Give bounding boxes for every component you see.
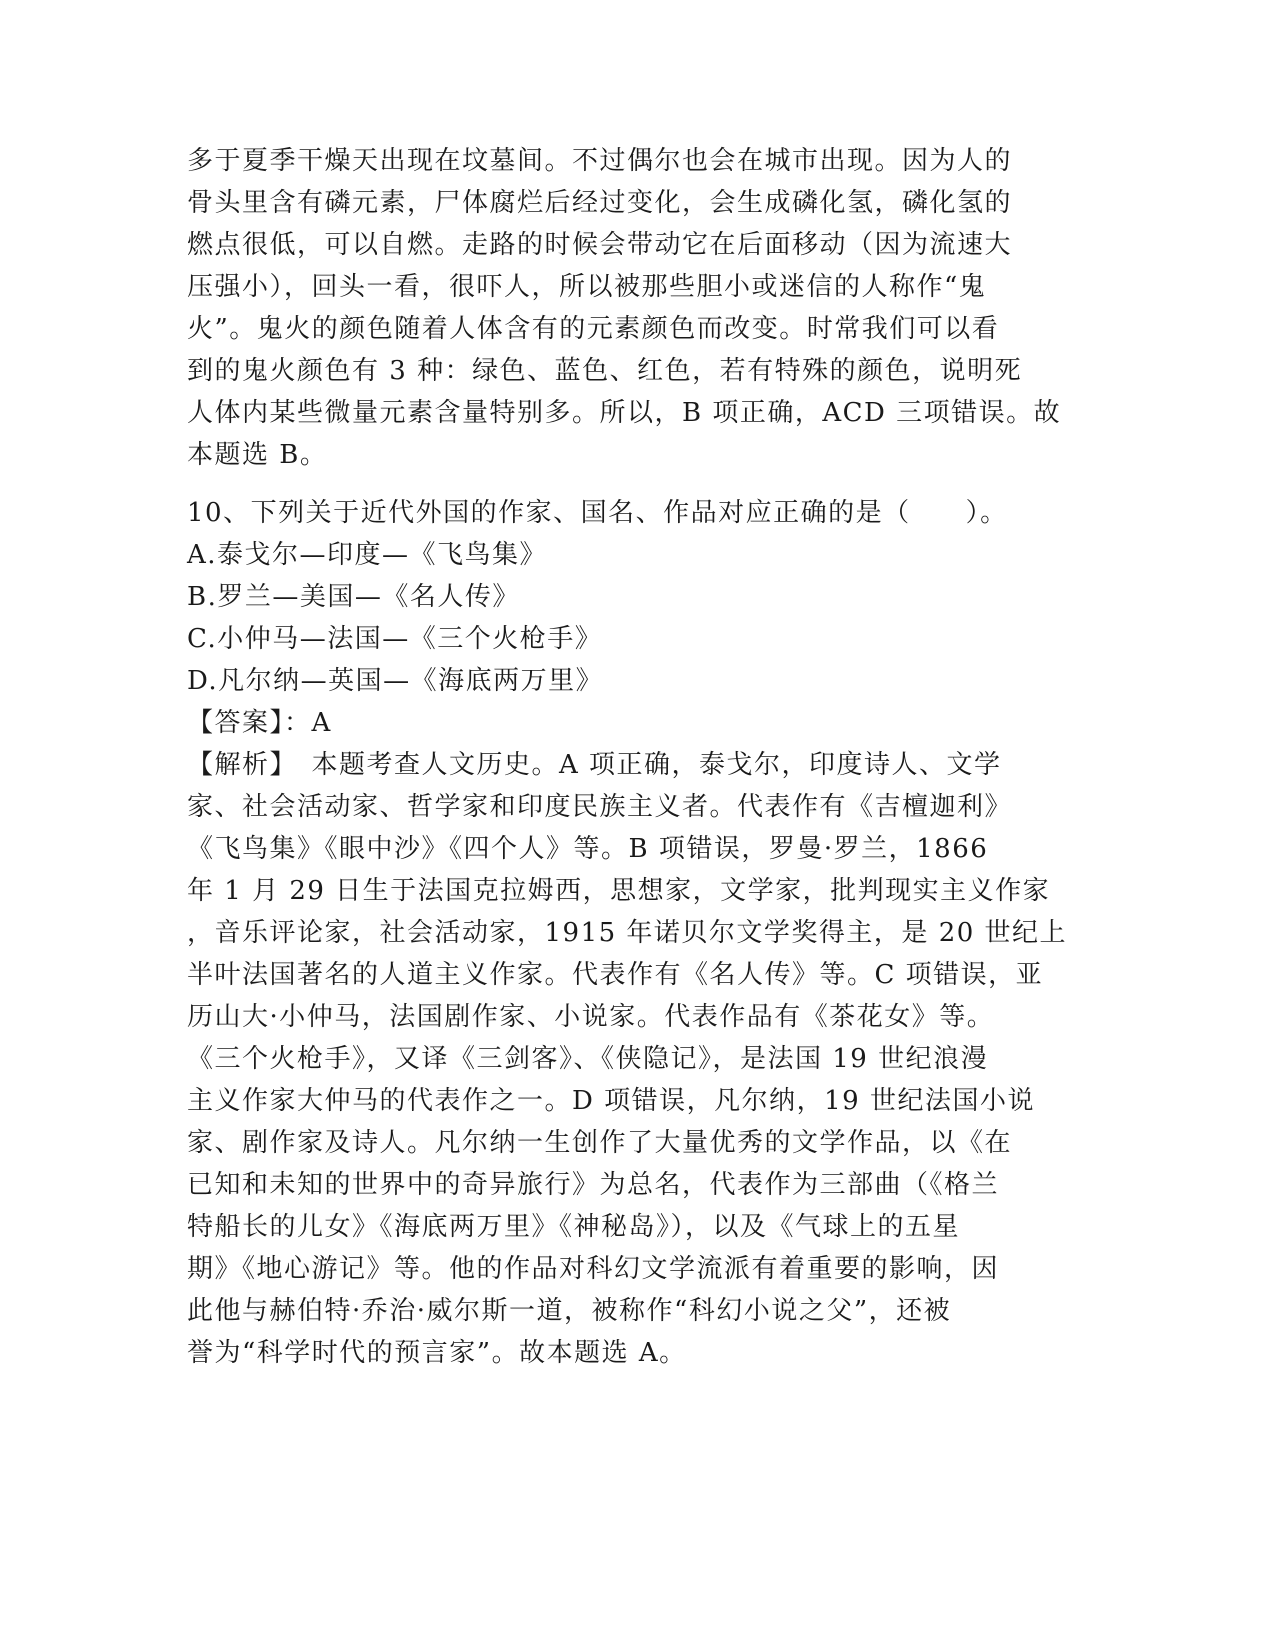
analysis-line: ，音乐评论家，社会活动家，1915 年诺贝尔文学奖得主，是 20 世纪上 — [187, 918, 1068, 948]
analysis-line: 家、剧作家及诗人。凡尔纳一生创作了大量优秀的文学作品，以《在 — [187, 1128, 1013, 1158]
text-line: 人体内某些微量元素含量特别多。所以，B 项正确，ACD 三项错误。故 — [187, 398, 1062, 428]
text-line: 到的鬼火颜色有 3 种：绿色、蓝色、红色，若有特殊的颜色，说明死 — [187, 356, 1023, 386]
question-stem: 10、下列关于近代外国的作家、国名、作品对应正确的是（ ）。 — [187, 498, 1008, 528]
analysis-line: 主义作家大仲马的代表作之一。D 项错误，凡尔纳，19 世纪法国小说 — [187, 1086, 1035, 1116]
analysis-line: 【解析】 本题考查人文历史。A 项正确，泰戈尔，印度诗人、文学 — [187, 750, 1002, 780]
analysis-line: 《三个火枪手》，又译《三剑客》、《侠隐记》，是法国 19 世纪浪漫 — [187, 1044, 989, 1074]
analysis-line: 誉为“科学时代的预言家”。故本题选 A。 — [187, 1338, 687, 1368]
answer-line: 【答案】：A — [187, 708, 332, 738]
option-c: C.小仲马—法国—《三个火枪手》 — [187, 624, 603, 654]
text-line: 火”。鬼火的颜色随着人体含有的元素颜色而改变。时常我们可以看 — [187, 314, 1000, 344]
text-line: 燃点很低，可以自燃。走路的时候会带动它在后面移动（因为流速大 — [187, 230, 1013, 260]
text-line: 本题选 B。 — [187, 440, 328, 470]
analysis-line: 年 1 月 29 日生于法国克拉姆西，思想家，文学家，批判现实主义作家 — [187, 876, 1051, 906]
option-b: B.罗兰—美国—《名人传》 — [187, 582, 520, 612]
text-line: 压强小），回头一看，很吓人，所以被那些胆小或迷信的人称作“鬼 — [187, 272, 987, 302]
analysis-line: 特船长的儿女》《海底两万里》《神秘岛》），以及《气球上的五星 — [187, 1212, 961, 1242]
analysis-line: 家、社会活动家、哲学家和印度民族主义者。代表作有《吉檀迦利》 — [187, 792, 1013, 822]
analysis-line: 此他与赫伯特·乔治·威尔斯一道，被称作“科幻小说之父”，还被 — [187, 1296, 952, 1326]
text-line: 多于夏季干燥天出现在坟墓间。不过偶尔也会在城市出现。因为人的 — [187, 146, 1013, 176]
option-a: A.泰戈尔—印度—《飞鸟集》 — [187, 540, 548, 570]
analysis-line: 期》《地心游记》等。他的作品对科幻文学流派有着重要的影响，因 — [187, 1254, 1000, 1284]
option-d: D.凡尔纳—英国—《海底两万里》 — [187, 666, 604, 696]
analysis-line: 半叶法国著名的人道主义作家。代表作有《名人传》等。C 项错误，亚 — [187, 960, 1044, 990]
analysis-line: 历山大·小仲马，法国剧作家、小说家。代表作品有《茶花女》等。 — [187, 1002, 995, 1032]
text-line: 骨头里含有磷元素，尸体腐烂后经过变化，会生成磷化氢，磷化氢的 — [187, 188, 1013, 218]
analysis-line: 《飞鸟集》《眼中沙》《四个人》等。B 项错误，罗曼·罗兰，1866 — [187, 834, 989, 864]
analysis-line: 已知和未知的世界中的奇异旅行》为总名，代表作为三部曲（《格兰 — [187, 1170, 1000, 1200]
